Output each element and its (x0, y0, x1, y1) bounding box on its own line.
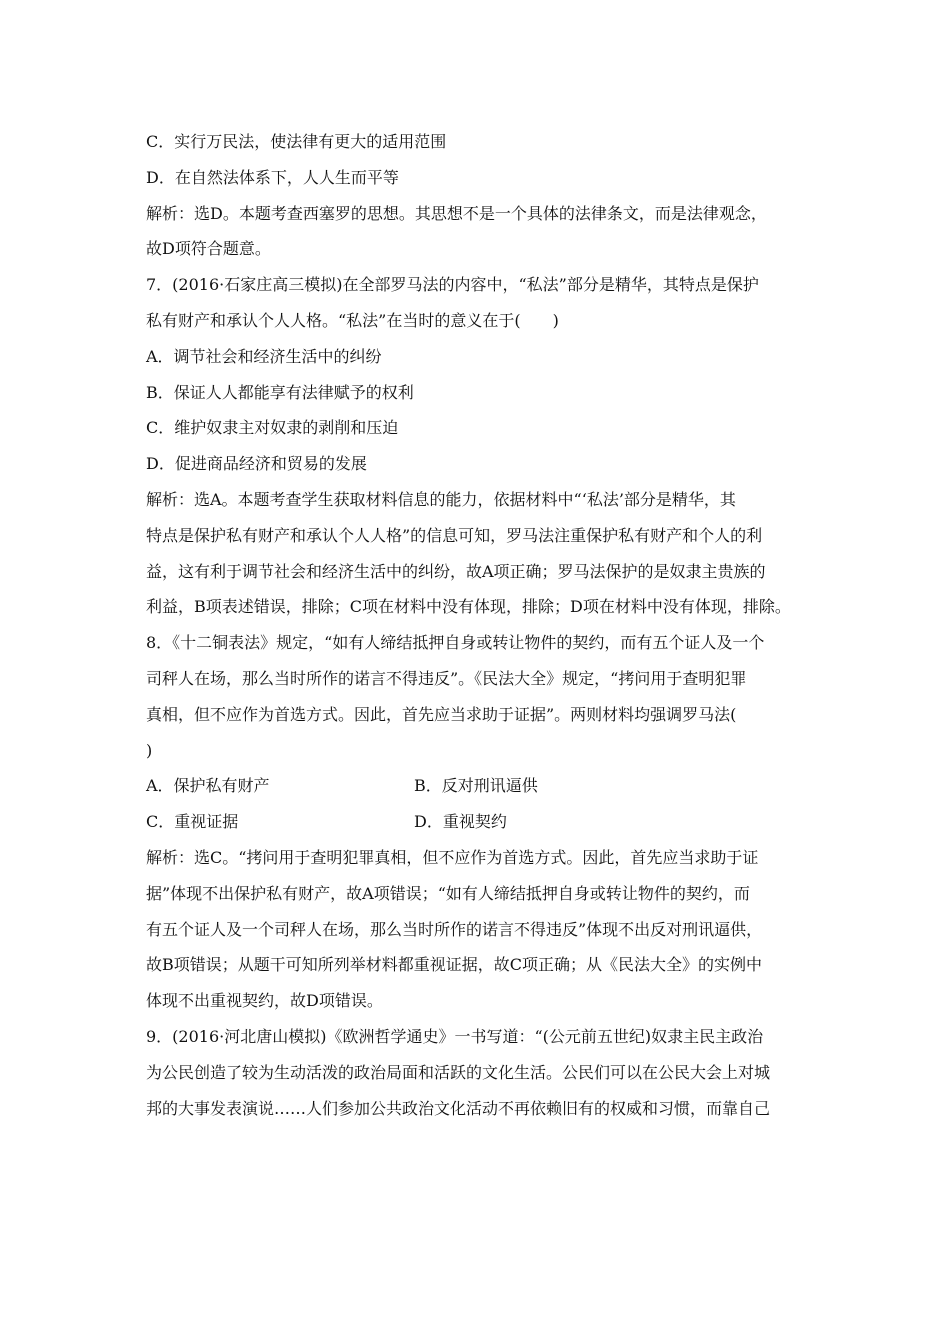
q8-analysis-line-4: 故B项错误；从题干可知所列举材料都重视证据，故C项正确；从《民法大全》的实例中 (146, 955, 763, 975)
q8-analysis-line-1: 解析：选C。“拷问用于查明犯罪真相，但不应作为首选方式。因此，首先应当求助于证 (146, 847, 759, 867)
q8-stem-line-3: 真相，但不应作为首选方式。因此，首先应当求助于证据”。两则材料均强调罗马法( (146, 704, 737, 724)
q8-stem-line-2: 司秤人在场，那么当时所作的诺言不得违反”。《民法大全》规定，“拷问用于查明犯罪 (146, 668, 747, 688)
q8-analysis-line-2: 据”体现不出保护私有财产，故A项错误；“如有人缔结抵押自身或转让物件的契约，而 (146, 883, 750, 903)
q8-analysis-line-5: 体现不出重视契约，故D项错误。 (146, 991, 383, 1011)
q8-stem-line-1: 8．《十二铜表法》规定，“如有人缔结抵押自身或转让物件的契约，而有五个证人及一个 (146, 633, 765, 653)
q7-option-a: A．调节社会和经济生活中的纠纷 (146, 346, 382, 366)
q8-stem-line-4: ) (146, 740, 153, 760)
q6-option-c: C．实行万民法，使法律有更大的适用范围 (146, 132, 447, 151)
q7-analysis-line-2: 特点是保护私有财产和承认个人人格”的信息可知，罗马法注重保护私有财产和个人的利 (146, 525, 763, 545)
q8-analysis-line-3: 有五个证人及一个司秤人在场，那么当时所作的诺言不得违反”体现不出反对刑讯逼供， (146, 919, 763, 939)
q8-option-c: C．重视证据 (146, 812, 239, 832)
q7-stem-line-2: 私有财产和承认个人人格。“私法”在当时的意义在于( ) (146, 310, 559, 330)
q9-stem-line-1: 9．(2016·河北唐山模拟)《欧洲哲学通史》一书写道：“(公元前五世纪)奴隶主民主政治 (146, 1026, 764, 1046)
document-body (146, 124, 814, 1126)
q6-analysis-line-1: 解析：选D。本题考查西塞罗的思想。其思想不是一个具体的法律条文，而是法律观念， (146, 203, 767, 223)
q8-option-a: A．保护私有财产 (146, 776, 270, 796)
q7-analysis-line-3: 益，这有利于调节社会和经济生活中的纠纷，故A项正确；罗马法保护的是奴隶主贵族的 (146, 561, 766, 581)
q7-stem-line-1: 7．(2016·石家庄高三模拟)在全部罗马法的内容中，“私法”部分是精华，其特点是保护 (146, 275, 759, 295)
q9-stem-line-2: 为公民创造了较为生动活泼的政治局面和活跃的文化生活。公民们可以在公民大会上对城 (146, 1062, 771, 1082)
q7-analysis-line-4: 利益，B项表述错误，排除；C项在材料中没有体现，排除；D项在材料中没有体现，排除。 (146, 597, 791, 617)
q6-option-d: D．在自然法体系下，人人生而平等 (146, 167, 399, 187)
q9-stem-line-3: 邦的大事发表演说……人们参加公共政治文化活动不再依赖旧有的权威和习惯，而靠自己 (146, 1098, 771, 1118)
q7-option-c: C．维护奴隶主对奴隶的剥削和压迫 (146, 418, 399, 438)
q7-analysis-line-1: 解析：选A。本题考查学生获取材料信息的能力，依据材料中“‘私法’部分是精华，其 (146, 489, 736, 509)
q7-option-d: D．促进商品经济和贸易的发展 (146, 454, 367, 474)
q7-option-b: B．保证人人都能享有法律赋予的权利 (146, 382, 414, 402)
q8-option-b: B．反对刑讯逼供 (414, 776, 538, 796)
q6-analysis-line-2: 故D项符合题意。 (146, 239, 271, 259)
q8-option-d: D．重视契约 (414, 812, 507, 832)
q8-options-row-1 (146, 768, 814, 804)
q8-options-row-2 (146, 804, 814, 840)
